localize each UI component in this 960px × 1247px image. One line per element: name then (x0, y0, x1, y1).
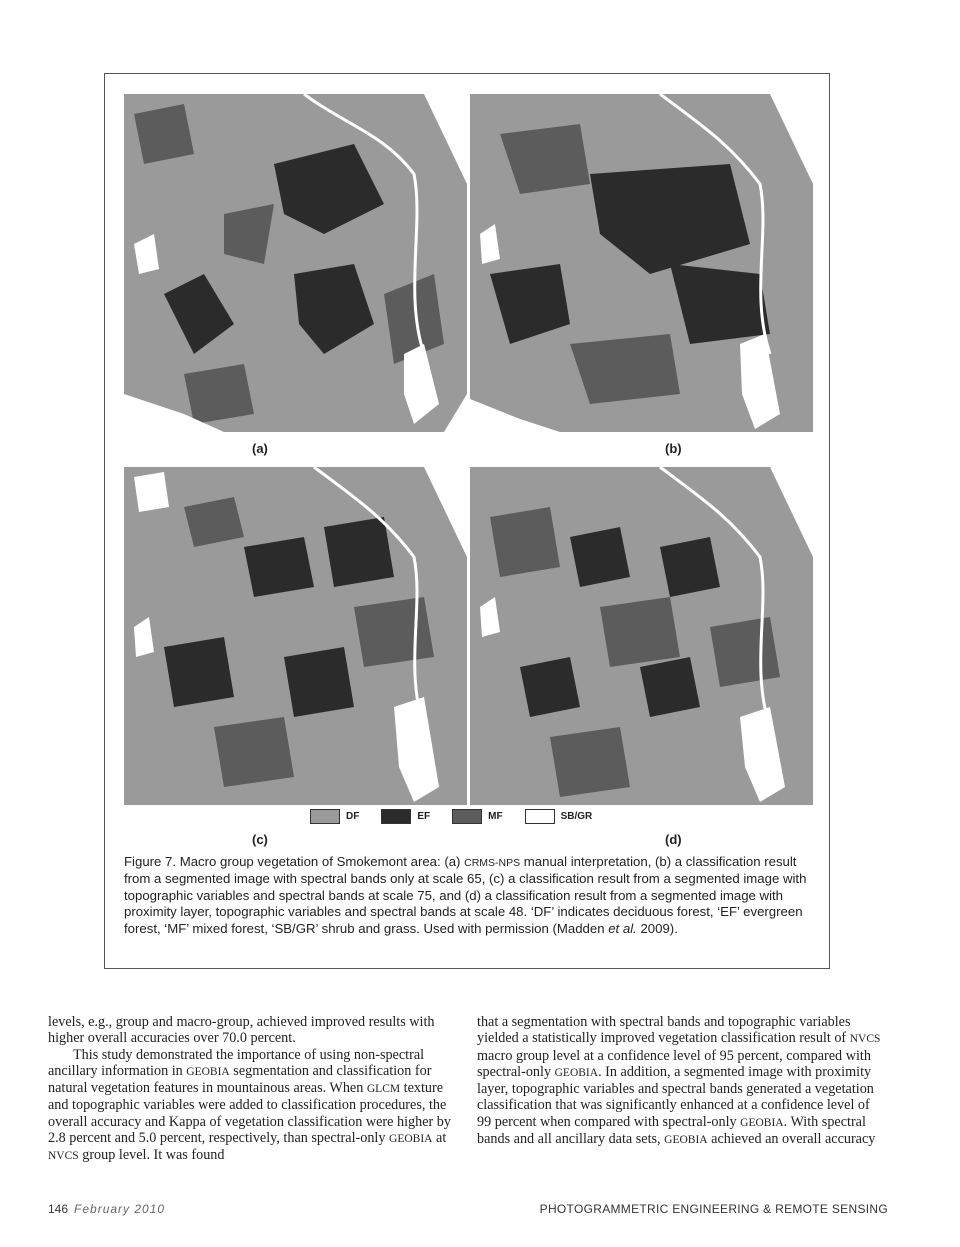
figure-7 (104, 73, 830, 969)
legend-swatch-df (310, 809, 340, 824)
acronym: GEOBIA (554, 1066, 599, 1079)
panel-label-a: (a) (252, 441, 268, 456)
body-column-right (477, 1014, 885, 1148)
legend-label-mf: MF (488, 810, 503, 822)
footer-journal-name: PHOTOGRAMMETRIC ENGINEERING & REMOTE SENSING (539, 1202, 888, 1216)
acronym: GEOBIA (186, 1065, 230, 1078)
text-run: group level. It was found (78, 1147, 225, 1164)
text-run: achieved an overall accuracy (707, 1131, 876, 1148)
right-paragraph (477, 1014, 885, 1148)
panel-label-d: (d) (665, 832, 682, 847)
legend-label-df: DF (346, 810, 360, 822)
legend-item-ef (381, 809, 430, 824)
legend-swatch-ef (381, 809, 411, 824)
acronym: GLCM (366, 1083, 401, 1096)
text-run: that a segmentation with spectral bands and topographic variables yielded a statistically improved vegetation classification result of (477, 1014, 851, 1047)
map-c-graphic (124, 467, 467, 805)
left-paragraph-2 (48, 1047, 456, 1165)
acronym: GEOBIA (664, 1134, 708, 1147)
map-b-graphic (470, 94, 813, 432)
text-run: . In addition, a segmented image with proximity layer, topographic variables and spectral bands generated a vegetation classification that was significantly enhanced at a confidence level of 99 percent when compared with spectral-only (477, 1063, 874, 1130)
map-d-graphic (470, 467, 813, 805)
left-paragraph-1: levels, e.g., group and macro-group, achieved improved results with higher overall accuracies over 70.0 percent. (48, 1014, 435, 1047)
map-panel-a (124, 94, 467, 432)
acronym: NVCS (849, 1033, 881, 1046)
map-a-graphic (124, 94, 467, 432)
issue-date: February 2010 (74, 1202, 166, 1216)
text-run: macro group level at a confidence level of 95 percent, compared with spectral-only (477, 1047, 871, 1080)
legend-swatch-mf (452, 809, 482, 824)
panel-label-b: (b) (665, 441, 682, 456)
text-run: at (432, 1130, 447, 1147)
page-number: 146 (48, 1202, 69, 1216)
map-panel-b (470, 94, 813, 432)
legend-swatch-sbgr (525, 809, 555, 824)
caption-et-al: et al. (608, 920, 637, 936)
map-panel-d (470, 467, 813, 805)
text-run: This study demonstrated the importance of using non-spectral ancillary information in (48, 1046, 425, 1079)
text-run: texture and topographic variables were added to classification procedures, the overall accuracy and Kappa of vegetation classification were higher by 2.8 percent and 5.0 percent, respectively, than spectral-only (48, 1080, 451, 1147)
acronym: GEOBIA (740, 1116, 784, 1129)
figure-caption (124, 854, 814, 937)
body-column-left (48, 1014, 456, 1165)
caption-tail: 2009). (636, 920, 678, 936)
footer-page-info (48, 1202, 165, 1216)
legend-item-df (310, 809, 359, 824)
text-run: . With spectral bands and all ancillary data sets, (477, 1113, 866, 1148)
legend-label-sbgr: SB/GR (560, 810, 593, 822)
legend-item-mf (452, 809, 502, 824)
caption-body: manual interpretation, (b) a classification result from a segmented image with spectral bands only at scale 65, (c) a classification result from a segmented image with topographic variables and spectral bands at scale 75, and (d) a classification result from a segmented image with proximity layer, topographic variables and spectral bands at scale 48. ‘DF’ indicates deciduous forest, ‘EF’ evergreen forest, ‘MF’ mixed forest, ‘SB/GR’ shrub and grass. Used with permission (Madden (124, 854, 807, 936)
text-run: segmentation and classification for natural vegetation features in mountainous areas. When (48, 1062, 432, 1097)
caption-crms-nps: CRMS-NPS (464, 857, 521, 869)
acronym: NVCS (48, 1150, 79, 1163)
map-panel-c (124, 467, 467, 805)
caption-lead: Figure 7. Macro group vegetation of Smokemont area: (a) (124, 854, 465, 869)
panel-label-c: (c) (252, 832, 268, 847)
map-legend (310, 807, 614, 825)
legend-item-sbgr (525, 809, 593, 824)
acronym: GEOBIA (389, 1133, 433, 1146)
legend-label-ef: EF (417, 810, 431, 822)
